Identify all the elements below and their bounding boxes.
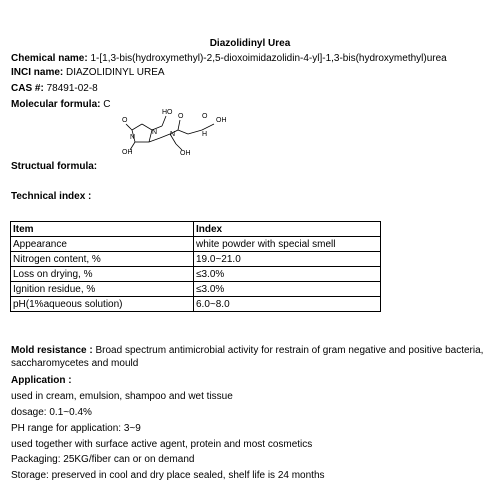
inci-name-value: DIAZOLIDINYL UREA — [66, 67, 165, 78]
application-line-2: dosage: 0.1~0.4% — [11, 407, 92, 418]
application-line-5: Packaging: 25KG/fiber can or on demand — [11, 454, 195, 465]
mold-resistance-paragraph — [11, 344, 496, 370]
table-cell-index: 19.0~21.0 — [194, 252, 381, 267]
table-cell-index: ≤3.0% — [194, 282, 381, 297]
mold-resistance-text: Broad spectrum antimicrobial activity for restrain of gram negative and positive bacteria, saccharomycetes and mould — [11, 345, 484, 369]
molecular-structure — [118, 106, 248, 156]
table-header-item: Item — [11, 222, 194, 237]
cas-label: CAS #: — [11, 83, 44, 94]
table-cell-item: Ignition residue, % — [11, 282, 194, 297]
chemical-name-value: 1-[1,3-bis(hydroxymethyl)-2,5-dioxoimidazolidin-4-yl]-1,3-bis(hydroxymethyl)urea — [90, 53, 447, 64]
struct-ho-top: HO — [162, 109, 173, 116]
struct-n-ring-left: N — [130, 134, 136, 141]
molecular-formula-value: C — [103, 99, 111, 110]
struct-o-right: O — [202, 113, 208, 120]
application-line-1: used in cream, emulsion, shampoo and wet tissue — [11, 391, 233, 402]
chemical-name-line — [11, 52, 447, 65]
technical-index-table — [10, 221, 381, 312]
cas-value: 78491-02-8 — [46, 83, 98, 94]
table-row — [11, 252, 381, 267]
struct-n-chain: N — [170, 131, 176, 138]
application-line-4: used together with surface active agent, protein and most cosmetics — [11, 439, 313, 450]
table-row — [11, 237, 381, 252]
table-header-index: Index — [194, 222, 381, 237]
inci-name-line — [11, 66, 165, 79]
struct-oh-left: OH — [122, 149, 133, 156]
table-row — [11, 267, 381, 282]
table-row — [11, 297, 381, 312]
application-line-3: PH range for application: 3~9 — [11, 423, 141, 434]
molecular-formula-line — [11, 98, 110, 111]
struct-o-left: O — [122, 117, 128, 124]
chemical-name-label: Chemical name: — [11, 53, 88, 64]
technical-index-heading: Technical index : — [11, 191, 92, 202]
table-cell-item: pH(1%aqueous solution) — [11, 297, 194, 312]
table-cell-index: white powder with special smell — [194, 237, 381, 252]
structural-formula-heading: Structual formula: — [11, 161, 98, 172]
struct-oh-bottom: OH — [180, 150, 191, 156]
cas-line — [11, 82, 98, 95]
table-cell-item: Nitrogen content, % — [11, 252, 194, 267]
mold-resistance-label: Mold resistance : — [11, 345, 93, 356]
molecular-formula-label: Molecular formula: — [11, 99, 101, 110]
inci-name-label: INCI name: — [11, 67, 64, 78]
table-cell-index: 6.0~8.0 — [194, 297, 381, 312]
table-cell-item: Appearance — [11, 237, 194, 252]
struct-oh-right: OH — [216, 117, 227, 124]
table-header-row — [11, 222, 381, 237]
table-row — [11, 282, 381, 297]
application-heading: Application : — [11, 375, 72, 386]
table-cell-item: Loss on drying, % — [11, 267, 194, 282]
document-title: Diazolidinyl Urea — [209, 38, 291, 49]
struct-o-center: O — [178, 113, 184, 120]
struct-h: H — [202, 131, 208, 138]
struct-n-ring-right: N — [152, 129, 158, 136]
table-cell-index: ≤3.0% — [194, 267, 381, 282]
application-line-6: Storage: preserved in cool and dry place sealed, shelf life is 24 months — [11, 470, 325, 481]
